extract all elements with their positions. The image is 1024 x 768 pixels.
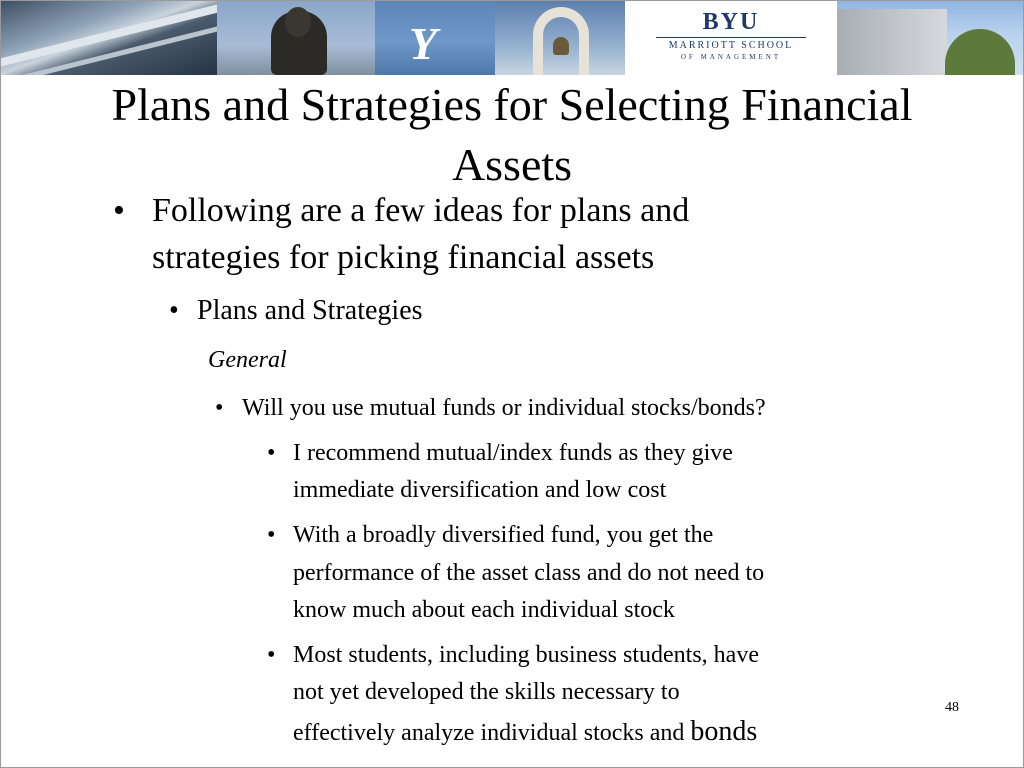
bullet-l1: •	[113, 192, 125, 229]
slide-title-line1: Plans and Strategies for Selecting Financial	[111, 79, 913, 130]
header-banner	[1, 1, 1023, 75]
level4-item1-line2: immediate diversification and low cost	[293, 477, 667, 503]
level1-text-line1: Following are a few ideas for plans and	[152, 192, 690, 229]
banner-photo-statue	[217, 1, 375, 75]
bell-icon	[553, 37, 569, 55]
bullet-l2: •	[169, 295, 179, 326]
bullet-l4-2: •	[267, 522, 276, 548]
logo-management-text: OF MANAGEMENT	[680, 53, 782, 61]
level3-text: Will you use mutual funds or individual stocks/bonds?	[242, 395, 766, 421]
y-mountain-icon: Y	[409, 18, 438, 69]
level4-item3-last-word: bonds	[690, 716, 758, 747]
bullet-l4-1: •	[267, 440, 276, 466]
banner-photo-campus	[837, 1, 1023, 75]
logo-byu-text: BYU	[702, 9, 760, 35]
statue-icon	[271, 11, 327, 75]
banner-photo-y-logo	[375, 1, 495, 75]
page-number: 48	[945, 700, 959, 715]
banner-photo-bell-tower	[495, 1, 625, 75]
level1-text-line2: strategies for picking financial assets	[152, 239, 655, 276]
level4-item3-line3-text: effectively analyze individual stocks and	[293, 720, 691, 746]
bullet-l3: •	[215, 395, 224, 421]
subheading-general: General	[208, 347, 287, 373]
logo-divider	[656, 37, 806, 38]
bullet-l4-3: •	[267, 642, 276, 668]
level4-item3-line3	[293, 717, 757, 748]
level4-item3-line1: Most students, including business students, have	[293, 642, 759, 668]
level4-item2-line2: performance of the asset class and do not need to	[293, 560, 765, 586]
level2-text: Plans and Strategies	[197, 295, 423, 326]
byu-marriott-logo	[625, 1, 837, 75]
slide-title-line2: Assets	[451, 139, 573, 190]
slide-title	[21, 75, 1003, 195]
building-icon	[837, 9, 947, 75]
level4-item3-line2: not yet developed the skills necessary to	[293, 679, 680, 705]
level4-item2-line3: know much about each individual stock	[293, 597, 675, 623]
level4-item1-line1: I recommend mutual/index funds as they give	[293, 440, 733, 466]
logo-school-text: MARRIOTT SCHOOL	[668, 40, 794, 51]
tree-icon	[945, 29, 1015, 75]
banner-photo-building-glass	[1, 1, 217, 75]
level4-item2-line1: With a broadly diversified fund, you get the	[293, 522, 714, 548]
